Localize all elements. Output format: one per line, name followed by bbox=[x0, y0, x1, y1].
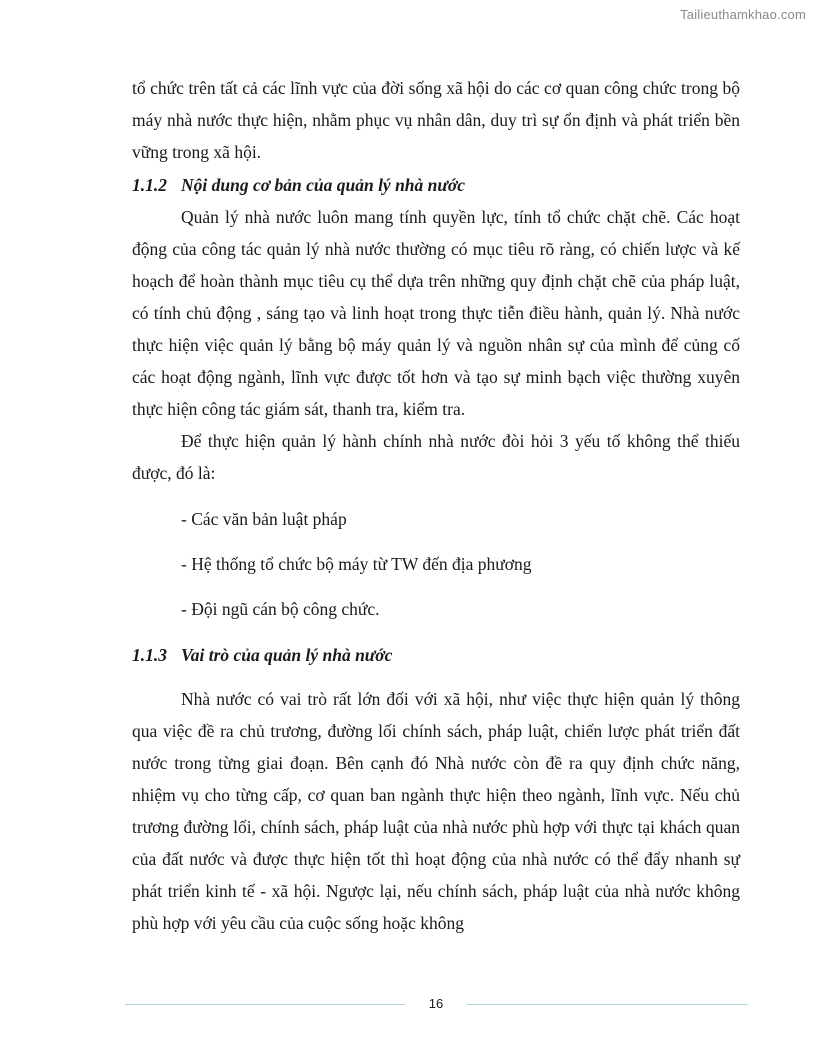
section-title: Vai trò của quản lý nhà nước bbox=[181, 645, 393, 665]
list-item-organization-system: - Hệ thống tổ chức bộ máy từ TW đến địa phương bbox=[181, 554, 532, 574]
page-number: 16 bbox=[428, 996, 444, 1011]
paragraph-content-description: Quản lý nhà nước luôn mang tính quyền lực, tính tổ chức chặt chẽ. Các hoạt động của công tác quản lý nhà nước thường có mục tiêu rõ ràng, có chiến lược và kế hoạch để hoàn thành mục tiêu cụ thể dựa trên những quy định chặt chẽ của pháp luật, có tính chủ động , sáng tạo và linh hoạt trong thực tiễn điều hành, quản lý. Nhà nước thực hiện việc quản lý bằng bộ máy quản lý và nguồn nhân sự của mình để củng cố các hoạt động ngành, lĩnh vực được tốt hơn và tạo sự minh bạch việc thường xuyên thực hiện công tác giám sát, thanh tra, kiểm tra. bbox=[132, 207, 740, 419]
section-heading-1-1-3 bbox=[132, 639, 740, 671]
section-title: Nội dung cơ bản của quản lý nhà nước bbox=[181, 175, 466, 195]
list-item-legal-documents: - Các văn bản luật pháp bbox=[181, 509, 347, 529]
footer-divider-right bbox=[467, 1004, 748, 1005]
section-number: 1.1.3 bbox=[132, 645, 167, 665]
list-item-civil-servants: - Đội ngũ cán bộ công chức. bbox=[181, 599, 380, 619]
section-number: 1.1.2 bbox=[132, 175, 167, 195]
section-heading-1-1-2 bbox=[132, 169, 740, 201]
document-body bbox=[132, 72, 740, 939]
footer-divider-left bbox=[125, 1004, 405, 1005]
watermark-text: Tailieuthamkhao.com bbox=[680, 7, 806, 22]
paragraph-three-factors: Để thực hiện quản lý hành chính nhà nước đòi hỏi 3 yếu tố không thể thiếu được, đó là: bbox=[132, 431, 740, 483]
paragraph-role-description: Nhà nước có vai trò rất lớn đối với xã hội, như việc thực hiện quản lý thông qua việc đề ra chủ trương, đường lối chính sách, pháp luật, chiến lược phát triển đất nước trong từng giai đoạn. Bên cạnh đó Nhà nước còn đề ra quy định chức năng, nhiệm vụ cho từng cấp, cơ quan ban ngành thực hiện theo ngành, lĩnh vực. Nếu chủ trương đường lối, chính sách, pháp luật của nhà nước phù hợp với thực tại khách quan của đất nước và được thực hiện tốt thì hoạt động của nhà nước có thể đẩy nhanh sự phát triển kinh tế - xã hội. Ngược lại, nếu chính sách, pháp luật của nhà nước không phù hợp với yêu cầu của cuộc sống hoặc không bbox=[132, 689, 740, 933]
paragraph-intro-continuation: tổ chức trên tất cả các lĩnh vực của đời sống xã hội do các cơ quan công chức trong bộ máy nhà nước thực hiện, nhằm phục vụ nhân dân, duy trì sự ổn định và phát triển bền vững trong xã hội. bbox=[132, 78, 740, 162]
